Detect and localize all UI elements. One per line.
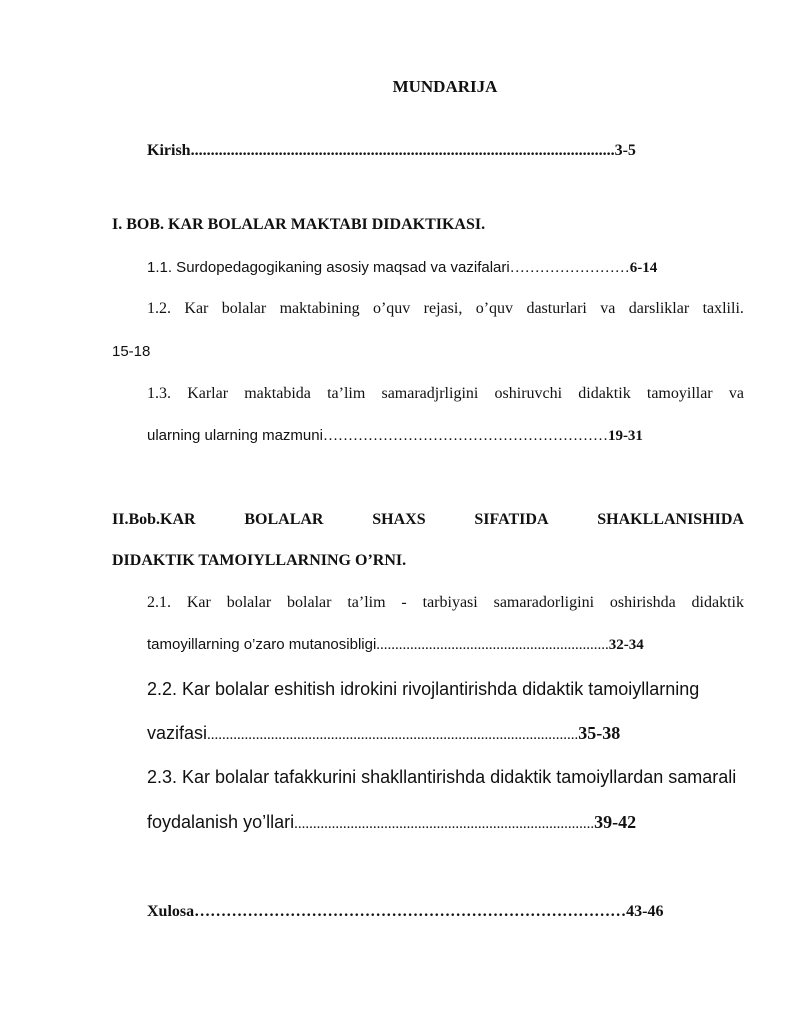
toc-word: dasturlari [526, 300, 587, 317]
toc-leader: ………………………………………………… [322, 428, 608, 444]
toc-word: Kar [186, 594, 211, 611]
chapter-heading-line1 [112, 512, 744, 528]
toc-word: rejasi, [423, 300, 463, 317]
toc-entry-2-2-line1: 2.2. Kar bolalar eshitish idrokini rivojlantirishda didaktik tamoiyllarning [147, 679, 700, 699]
toc-pages: 6-14 [629, 260, 658, 276]
toc-word: samaradorligini [493, 594, 595, 611]
toc-entry-1-3-line1 [147, 386, 744, 402]
toc-word: didaktik [578, 385, 631, 402]
toc-pages: 39-42 [594, 812, 637, 832]
toc-word: maktabida [244, 385, 311, 402]
toc-label: Kirish [147, 142, 191, 159]
toc-word: va [600, 300, 616, 317]
chapter-heading-line2: DIDAKTIK TAMOIYLLARNING O’RNI. [112, 552, 407, 569]
toc-word: darsliklar [628, 300, 690, 317]
toc-entry-1-3-line2 [147, 428, 643, 444]
toc-pages: 3-5 [614, 142, 636, 159]
toc-entry-1-1 [147, 260, 657, 276]
toc-entry-2-2-line2 [147, 724, 620, 743]
toc-word: o’quv [372, 300, 411, 317]
toc-pages: 43-46 [626, 903, 664, 920]
toc-text: foydalanish yo’llari [147, 812, 295, 832]
toc-word: samaradjrligini [381, 385, 479, 402]
toc-word: maktabining [279, 300, 360, 317]
toc-word: ta’lim [347, 594, 386, 611]
toc-word: SHAKLLANISHIDA [597, 511, 744, 528]
toc-word: va [728, 385, 744, 402]
toc-pages-1-2: 15-18 [112, 343, 151, 360]
toc-label: Xulosa [147, 903, 195, 920]
toc-leader: .......................................................................................................... [190, 142, 615, 159]
toc-entry-1-2-line1 [147, 301, 744, 317]
toc-word: tamoyillar [646, 385, 713, 402]
chapter-heading: I. BOB. KAR BOLALAR MAKTABI DIDAKTIKASI. [112, 216, 486, 233]
toc-word: 1.3. [147, 385, 171, 402]
toc-word: Karlar [187, 385, 229, 402]
toc-entry-intro [147, 143, 636, 159]
toc-text: ularning ularning mazmuni [147, 427, 323, 444]
toc-word: taxlili. [702, 300, 744, 317]
toc-entry-2-3-line1: 2.3. Kar bolalar tafakkurini shakllantirishda didaktik tamoiyllardan samarali [147, 767, 737, 787]
toc-word: ta’lim [327, 385, 366, 402]
toc-entry-2-1-line2 [147, 637, 644, 653]
toc-word: SHAXS [372, 511, 426, 528]
toc-text: 1.1. Surdopedagogikaning asosiy maqsad va vazifalari [147, 259, 510, 276]
toc-leader: ................................................................................................... [207, 727, 579, 743]
toc-entry-2-1-line1 [147, 595, 744, 611]
toc-word: SIFATIDA [474, 511, 549, 528]
toc-word: didaktik [691, 594, 744, 611]
toc-word: o’quv [475, 300, 514, 317]
toc-word: tarbiyasi [422, 594, 478, 611]
toc-word: bolalar [226, 594, 272, 611]
toc-word: II.Bob.KAR [112, 511, 196, 528]
toc-pages: 19-31 [607, 428, 643, 444]
toc-leader: .............................................................. [376, 637, 609, 653]
toc-word: - [401, 594, 407, 611]
toc-leader: ……………………………………………………………………… [194, 903, 627, 920]
toc-leader: ................................................................................ [294, 816, 595, 832]
toc-word: 2.1. [147, 594, 171, 611]
page-title: MUNDARIJA [392, 77, 498, 96]
toc-word: Kar [184, 300, 209, 317]
toc-word: bolalar [287, 594, 332, 611]
toc-text: vazifasi [147, 723, 208, 743]
toc-word: bolalar [221, 300, 267, 317]
toc-entry-conclusion [147, 904, 663, 920]
toc-pages: 32-34 [608, 637, 644, 653]
toc-word: oshiruvchi [494, 385, 563, 402]
toc-pages: 35-38 [578, 723, 621, 743]
toc-leader: …………………… [509, 260, 630, 276]
toc-word: oshirishda [609, 594, 676, 611]
toc-word: 1.2. [147, 300, 171, 317]
toc-word: BOLALAR [244, 511, 324, 528]
toc-entry-2-3-line2 [147, 813, 636, 832]
toc-text: tamoyillarning o’zaro mutanosibligi [147, 636, 377, 653]
